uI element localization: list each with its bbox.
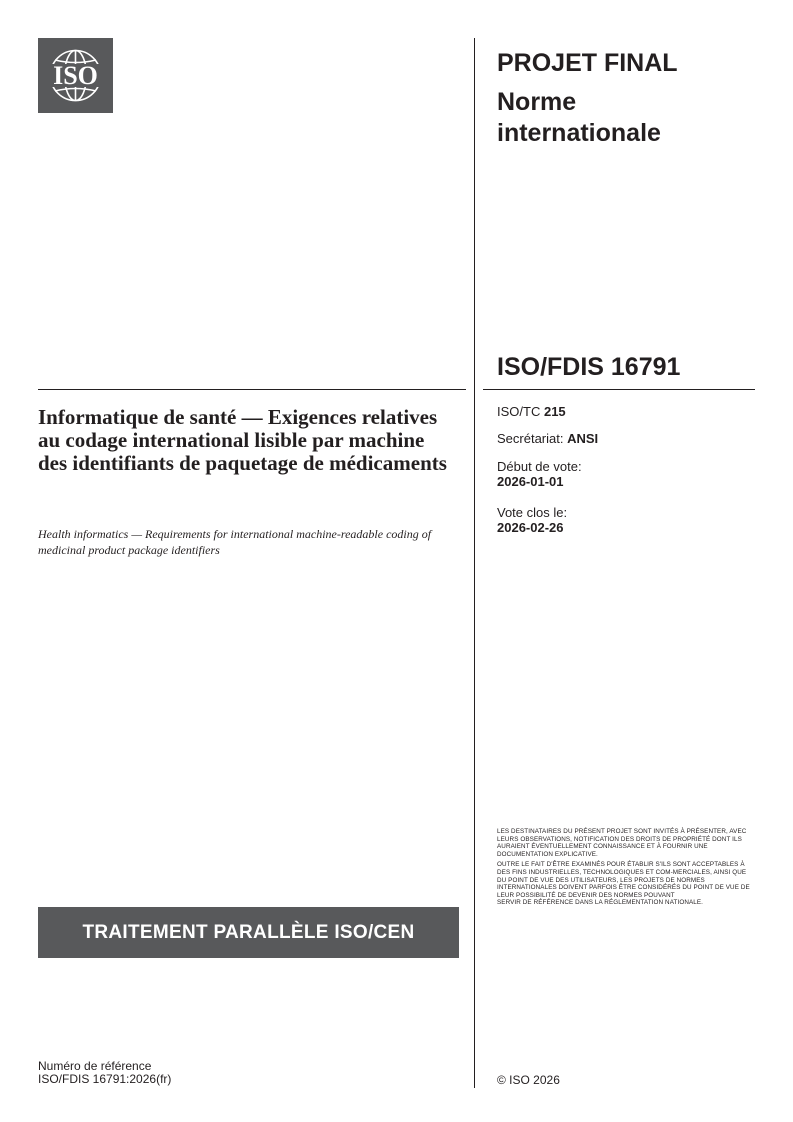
recipients-notice xyxy=(497,828,755,907)
notice-paragraph-1: LES DESTINATAIRES DU PRÉSENT PROJET SONT INVITÉS À PRÉSENTER, AVEC LEURS OBSERVATIONS, NOTIFICATION DES DROITS DE PROPRIÉTÉ DONT ILS AURAIENT ÉVENTUELLEMENT CONNAISSANCE ET À FOURNIR UNE DOCUMENTATION EXPLICATIVE. xyxy=(497,828,747,858)
reference-number-label: Numéro de référence xyxy=(38,1059,152,1073)
technical-committee xyxy=(497,404,566,419)
doc-type-label: PROJET FINAL xyxy=(497,49,678,77)
notice-paragraph-2-line2: INTERNATIONALES DOIVENT PARFOIS ÊTRE CONSIDÉRÉS DU POINT DE VUE DE LEUR POSSIBILITÉ DE DEVENIR DES NORMES POUVANT xyxy=(497,884,750,899)
doc-subtitle-line2: internationale xyxy=(497,119,661,147)
logo-text: ISO xyxy=(53,61,98,90)
secretariat-label: Secrétariat: xyxy=(497,431,564,446)
vertical-divider xyxy=(474,38,475,1088)
secretariat xyxy=(497,431,598,446)
parallel-processing-banner: TRAITEMENT PARALLÈLE ISO/CEN xyxy=(38,907,459,958)
reference-number-value: ISO/FDIS 16791:2026(fr) xyxy=(38,1072,172,1086)
tc-value: 215 xyxy=(543,404,566,419)
vote-close-value: 2026-02-26 xyxy=(497,520,564,535)
doc-subtitle-line1: Norme xyxy=(497,88,577,116)
vote-start-label: Début de vote: xyxy=(497,459,582,474)
copyright: © ISO 2026 xyxy=(497,1073,560,1087)
notice-paragraph-2 xyxy=(497,861,755,907)
notice-paragraph-2-line3: SERVIR DE RÉFÉRENCE DANS LA RÉGLEMENTATION NATIONALE. xyxy=(497,899,704,907)
vote-start-value: 2026-01-01 xyxy=(497,474,564,489)
doc-number: ISO/FDIS 16791 xyxy=(497,353,681,381)
doc-subtitle xyxy=(497,87,757,149)
notice-paragraph-2-line1: OUTRE LE FAIT D'ÊTRE EXAMINÉS POUR ÉTABLIR S'ILS SONT ACCEPTABLES À DES FINS INDUSTRIELLES, TECHNOLOGIQUES ET COM-MERCIALES, AINSI QUE DU POINT DE VUE DES UTILISATEURS, LES PROJETS DE NORMES xyxy=(497,861,747,884)
title-english: Health informatics — Requirements for international machine-readable coding of medicinal product package identifiers xyxy=(38,527,432,557)
title-divider-left xyxy=(38,389,466,390)
title-french: Informatique de santé — Exigences relatives au codage international lisible par machine des identifiants de paquetage de médicaments xyxy=(38,405,447,475)
title-divider-right xyxy=(483,389,755,390)
iso-logo xyxy=(38,38,113,113)
secretariat-value: ANSI xyxy=(567,431,599,446)
vote-close-label: Vote clos le: xyxy=(497,505,568,520)
globe-icon xyxy=(38,38,113,113)
tc-label: ISO/TC xyxy=(497,404,541,419)
